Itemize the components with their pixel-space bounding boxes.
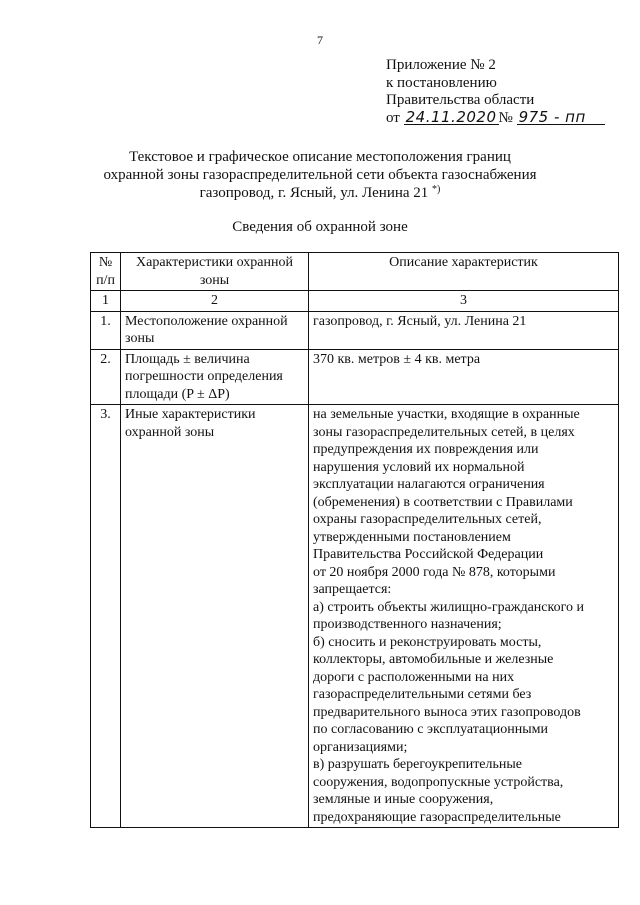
index-cell-3: 3 (309, 291, 619, 312)
date-prefix: от (386, 109, 400, 126)
header-description: Описание характеристик (309, 253, 619, 291)
page-number: 7 (317, 33, 323, 47)
zone-info-table (90, 252, 619, 828)
description-line: запрещается: (313, 582, 392, 597)
number-prefix: № (498, 109, 513, 126)
description-line: коллекторы, автомобильные и железные (313, 652, 554, 667)
description-line: зоны газораспределительных сетей, в целях (313, 424, 575, 440)
description-line: сооружения, водопропускные устройства, (313, 774, 564, 790)
appendix-line-3: Правительства области (386, 92, 535, 108)
row-description (309, 405, 619, 828)
appendix-date-line (386, 107, 605, 128)
description-line: предупреждения их повреждения или (313, 442, 539, 457)
description-line: б) сносить и реконструировать мосты, (313, 634, 542, 650)
appendix-line-1: Приложение № 2 (386, 57, 496, 73)
description-line: предохраняющие газораспределительные (313, 809, 561, 825)
index-cell-1: 1 (91, 291, 121, 312)
row-characteristic: Площадь ± величина погрешности определения площади (P ± ΔP) (121, 349, 309, 405)
description-line: нарушения условий их нормальной (313, 459, 525, 475)
description-line: земляные и иные сооружения, (313, 792, 494, 807)
description-line: а) строить объекты жилищно-гражданского и (313, 599, 584, 615)
title-line-2: охранной зоны газораспределительной сети объекта газоснабжения (103, 167, 537, 183)
table-index-row (91, 291, 619, 312)
description-line: газопровод, г. Ясный, ул. Ленина 21 (313, 313, 527, 329)
row-characteristic: Иные характеристики охранной зоны (121, 405, 309, 828)
row-characteristic: Местоположение охранной зоны (121, 311, 309, 349)
description-line: дороги с расположенными на них (313, 669, 515, 685)
section-title: Сведения об охранной зоне (232, 219, 408, 235)
description-line: от 20 ноября 2000 года № 878, которыми (313, 564, 556, 580)
description-line: утвержденными постановлением (313, 529, 511, 545)
row-number: 3. (91, 405, 121, 828)
description-line: охраны газораспределительных сетей, (313, 512, 542, 527)
description-line: в) разрушать берегоукрепительные (313, 757, 523, 772)
description-line: предварительного выноса этих газопроводов (313, 704, 581, 720)
description-line: по согласованию с эксплуатационными (313, 722, 548, 737)
description-line: эксплуатации налагаются ограничения (313, 477, 545, 492)
title-line-3-text: газопровод, г. Ясный, ул. Ленина 21 (199, 185, 429, 201)
handwritten-date: 24.11.2020 (405, 107, 497, 126)
table-header-row (91, 253, 619, 291)
appendix-line-2: к постановлению (386, 74, 497, 91)
description-line: Правительства Российской Федерации (313, 547, 544, 562)
description-line: (обременения) в соответствии с Правилами (313, 494, 573, 510)
header-number: № п/п (91, 253, 121, 291)
footnote-mark: *) (432, 184, 441, 195)
row-number: 2. (91, 349, 121, 405)
document-title (90, 148, 550, 202)
description-line: производственного назначения; (313, 617, 502, 632)
table-row (91, 311, 619, 349)
description-line: газораспределительными сетями без (313, 687, 532, 702)
table-row (91, 405, 619, 828)
description-line: организациями; (313, 739, 408, 755)
header-characteristic: Характеристики охранной зоны (121, 253, 309, 291)
row-number: 1. (91, 311, 121, 349)
title-line-1: Текстовое и графическое описание местоположения границ (129, 149, 511, 165)
title-line-3 (90, 184, 550, 202)
description-line: на земельные участки, входящие в охранные (313, 407, 580, 422)
handwritten-number: 975 - пп (517, 110, 605, 125)
description-line: 370 кв. метров ± 4 кв. метра (313, 351, 481, 367)
row-description (309, 349, 619, 405)
index-cell-2: 2 (121, 291, 309, 312)
row-description (309, 311, 619, 349)
appendix-block (386, 57, 605, 127)
table-row (91, 349, 619, 405)
